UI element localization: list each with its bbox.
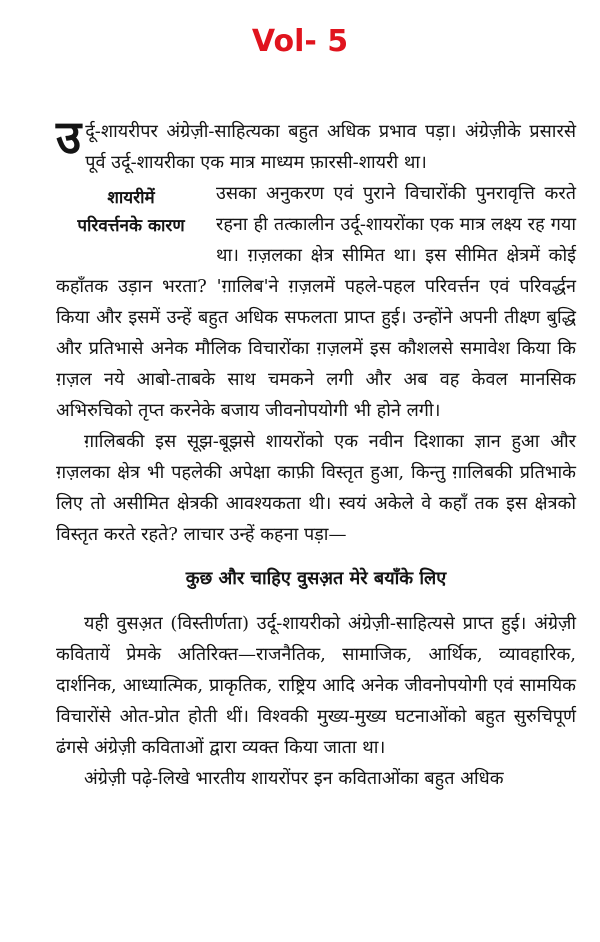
paragraph-1-continued: उसका अनुकरण एवं पुराने विचारोंकी पुनरावृत्ति करते रहना ही तत्कालीन उर्दू-शायरोंका एक मात्र लक्ष्य रह गया था। ग़ज़लका क्षेत्र सीमित था। इस सीमित क्षेत्रमें कोई कहाँतक उड़ान भरता? 'ग़ालिब'ने ग़ज़लमें पहले-पहल परिवर्त्तन एवं परिवर्द्धन किया और इसमें उन्हें बहुत अधिक सफलता प्राप्त हुई। उन्होंने अपनी तीक्ष्ण बुद्धि और प्रतिभासे अनेक मौलिक विचारोंका ग़ज़लमें इस कौशलसे समावेश किया कि ग़ज़ल नये आबो-ताबके साथ चमकने लगी और अब वह केवल मानसिक अभिरुचिको तृप्त करनेके बजाय जीवनोपयोगी भी होने लगी।: [56, 183, 576, 421]
body-text: [56, 110, 576, 794]
side-heading-line-2: परिवर्त्तनके कारण: [77, 216, 185, 236]
paragraph-1: [56, 110, 576, 178]
paragraph-4: अंग्रेज़ी पढ़े-लिखे भारतीय शायरोंपर इन कविताओंका बहुत अधिक: [84, 768, 504, 789]
side-heading: [56, 184, 206, 240]
paragraph-1-start: र्दू-शायरीपर अंग्रेज़ी-साहित्यका बहुत अधिक प्रभाव पड़ा। अंग्रेज़ीके प्रसारसे पूर्व उर्दू-शायरीका एक मात्र माध्यम फ़ारसी-शायरी था।: [85, 121, 576, 173]
volume-header: Vol- 5: [251, 24, 349, 59]
verse-line: कुछ और चाहिए वुसअ़त मेरे बयाँके लिए: [185, 568, 447, 589]
drop-cap: उ: [56, 110, 82, 164]
paragraph-3: यही वुसअ़त (विस्तीर्णता) उर्दू-शायरीको अंग्रेज़ी-साहित्यसे प्राप्त हुई। अंग्रेज़ी कवितायें प्रेमके अतिरिक्त—राजनैतिक, सामाजिक, आर्थिक, व्यावहारिक, दार्शनिक, आध्यात्मिक, प्राकृतिक, राष्ट्रिय आदि अनेक जीवनोपयोगी एवं सामयिक विचारोंसे ओत-प्रोत होती थीं। विश्वकी मुख्य-मुख्य घटनाओंको बहुत सुरुचिपूर्ण ढंगसे अंग्रेज़ी कविताओं द्वारा व्यक्त किया जाता था।: [56, 613, 576, 758]
paragraph-2: ग़ालिबकी इस सूझ-बूझसे शायरोंको एक नवीन दिशाका ज्ञान हुआ और ग़ज़लका क्षेत्र भी पहलेकी अपेक्षा काफ़ी विस्तृत हुआ, किन्तु ग़ालिबकी प्रतिभाके लिए तो असीमित क्षेत्रकी आवश्यकता थी। स्वयं अकेले वे कहाँ तक इस क्षेत्रको विस्तृत करते रहते? लाचार उन्हें कहना पड़ा—: [56, 431, 576, 545]
side-heading-line-1: शायरीमें: [107, 188, 155, 208]
